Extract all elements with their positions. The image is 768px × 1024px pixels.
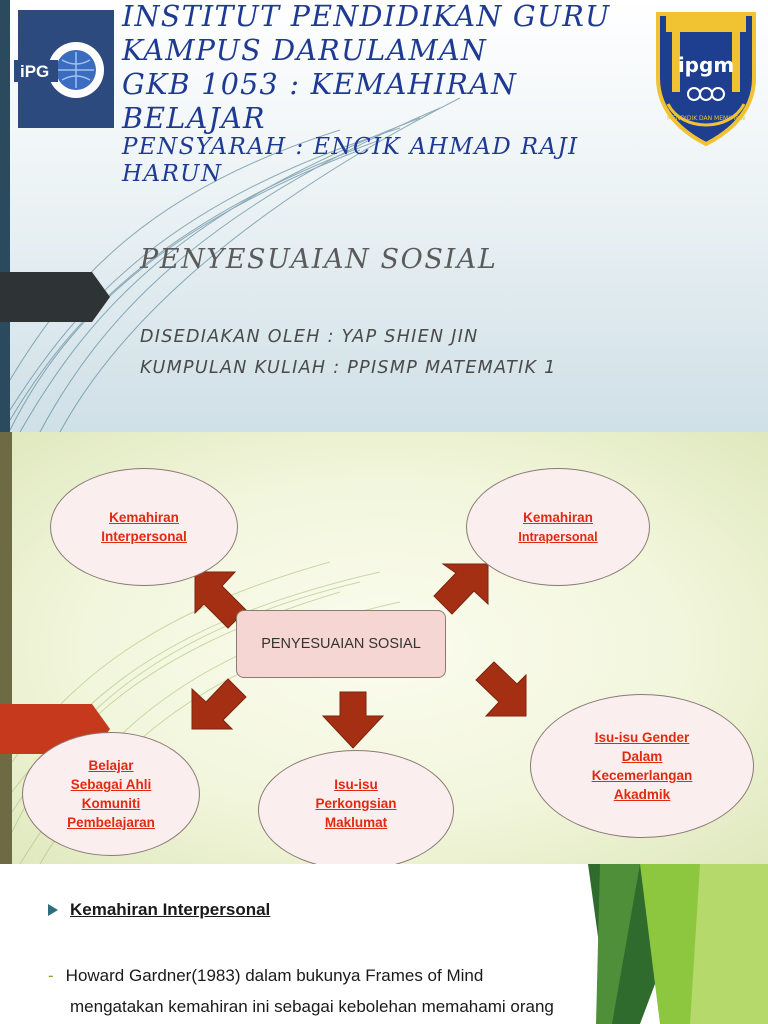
- node-line: Sebagai Ahli: [70, 777, 152, 792]
- prepared-by: DISEDIAKAN OLEH : YAP SHIEN JIN: [140, 327, 479, 347]
- ipgm-crest-icon: [652, 8, 760, 148]
- node-label: [518, 508, 597, 547]
- node-line: Kemahiran: [523, 509, 593, 525]
- presentation-topic: PENYESUAIAN SOSIAL: [140, 244, 498, 275]
- ipg-logo-text: iPG: [20, 62, 50, 81]
- dash-bullet: -: [48, 966, 54, 985]
- node-line: Kemahiran: [109, 510, 179, 525]
- section-heading: [48, 900, 270, 920]
- node-belajar-komuniti: [22, 732, 200, 856]
- node-isu-gender: [530, 694, 754, 838]
- slide-tab-marker: [0, 272, 110, 322]
- lecturer-name: [122, 134, 662, 188]
- mindmap-slide: [0, 432, 768, 864]
- left-accent-bar: [0, 0, 10, 432]
- node-perkongsian-maklumat: [258, 750, 454, 864]
- ipg-logo-icon: [10, 8, 128, 130]
- node-line: Belajar: [88, 758, 134, 773]
- body-line-2: mengatakan kemahiran ini sebagai kebolehan memahami orang: [70, 997, 554, 1016]
- node-label: [315, 775, 396, 832]
- title-line: GKB 1053 : KEMAHIRAN: [122, 68, 518, 101]
- node-label: [101, 508, 187, 546]
- node-line: Intrapersonal: [518, 529, 598, 544]
- title-slide: [0, 0, 768, 432]
- title-line: KAMPUS DARULAMAN: [122, 34, 488, 67]
- node-line: Akadmik: [613, 787, 671, 802]
- center-topic-box: PENYESUAIAN SOSIAL: [236, 610, 446, 678]
- title-line: INSTITUT PENDIDIKAN GURU: [122, 0, 611, 33]
- arrow-down-right-icon: [476, 662, 526, 716]
- title-line: BELAJAR: [122, 102, 266, 135]
- node-line: Dalam: [621, 749, 663, 764]
- body-paragraph: [48, 960, 608, 1022]
- bullet-arrow-icon: [48, 904, 58, 916]
- lecturer-line: PENSYARAH : ENCIK AHMAD RAJI: [122, 134, 579, 160]
- node-line: Pembelajaran: [67, 815, 155, 830]
- arrow-up-right-icon: [434, 564, 488, 614]
- presenter-info: [140, 322, 557, 384]
- node-label: [592, 728, 693, 804]
- node-line: Interpersonal: [101, 529, 187, 544]
- arrow-down-left-icon: [192, 679, 246, 729]
- arrow-down-icon: [323, 692, 383, 748]
- node-line: Kecemerlangan: [591, 768, 693, 783]
- body-line: [48, 960, 608, 991]
- node-line: Maklumat: [324, 814, 388, 830]
- node-line: Isu-isu Gender: [594, 730, 690, 745]
- body-line-1: Howard Gardner(1983) dalam bukunya Frames of Mind: [65, 966, 484, 985]
- ipgm-crest-text: ipgm: [677, 53, 735, 77]
- node-label: [67, 756, 155, 832]
- class-group: KUMPULAN KULIAH : PPISMP MATEMATIK 1: [140, 358, 557, 378]
- node-kemahiran-intrapersonal: [466, 468, 650, 586]
- heading-text: Kemahiran Interpersonal: [70, 900, 271, 919]
- node-line: Perkongsian: [315, 795, 397, 811]
- node-line: Isu-isu: [334, 776, 378, 792]
- institution-title: [122, 0, 652, 136]
- node-kemahiran-interpersonal: [50, 468, 238, 586]
- node-line: Komuniti: [81, 796, 141, 811]
- lecturer-line: HARUN: [122, 161, 223, 187]
- content-slide: [0, 864, 768, 1024]
- ipgm-crest-motto: MENDIDIK DAN MEMIMPIN: [666, 115, 746, 122]
